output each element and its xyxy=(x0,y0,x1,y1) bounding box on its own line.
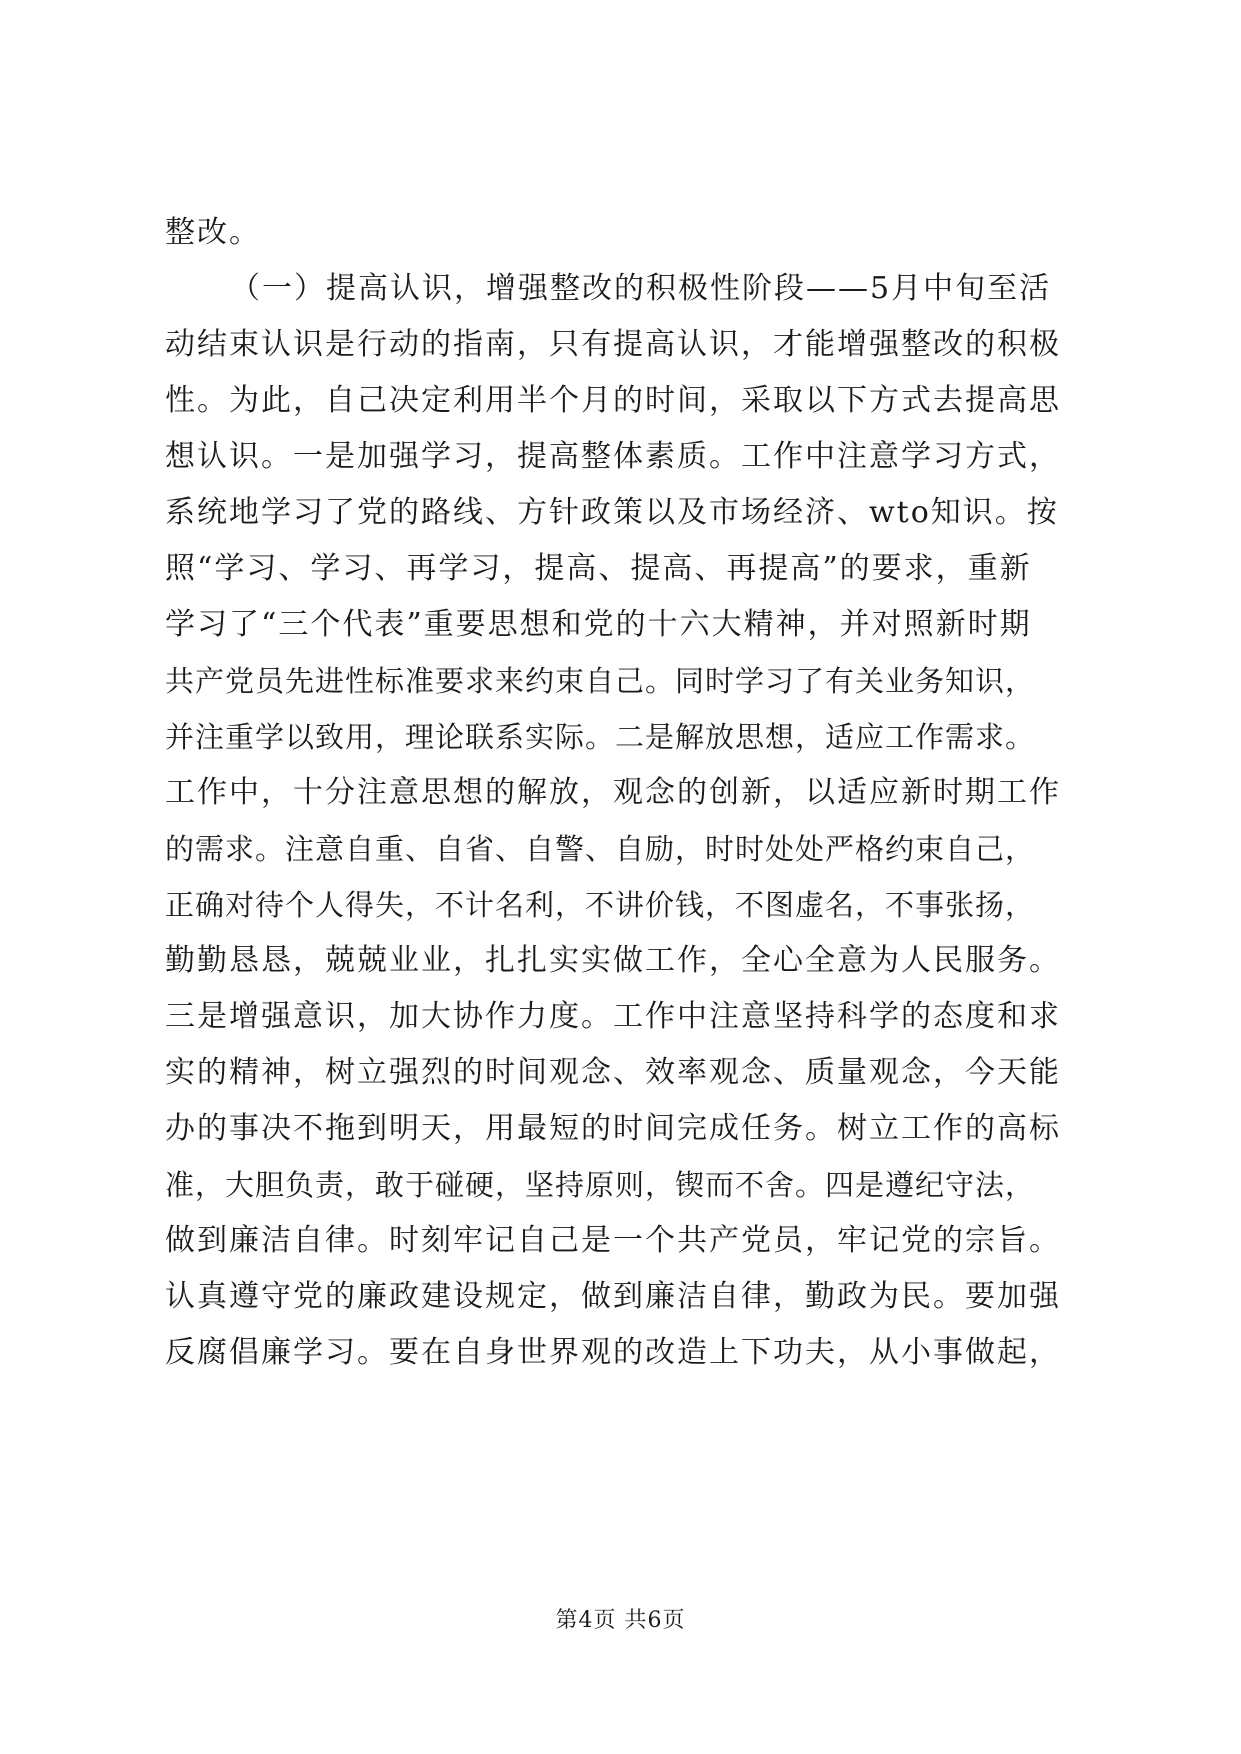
text-line: 并注重学以致用，理论联系实际。二是解放思想，适应工作需求。 xyxy=(165,720,1036,754)
text-line: 正确对待个人得失，不计名利，不讲价钱，不图虚名，不事张扬， xyxy=(165,888,1036,922)
text-line: 学习了“三个代表”重要思想和党的十六大精神，并对照新时期 xyxy=(165,607,1032,642)
text-line: 整改。 xyxy=(165,215,261,250)
page-number-footer: 第4页 共6页 xyxy=(555,1608,686,1633)
text-line: 三是增强意识，加大协作力度。工作中注意坚持科学的态度和求 xyxy=(165,999,1061,1034)
text-line: 反腐倡廉学习。要在自身世界观的改造上下功夫，从小事做起， xyxy=(165,1335,1061,1370)
text-line: 办的事决不拖到明天，用最短的时间完成任务。树立工作的高标 xyxy=(165,1111,1061,1146)
text-line: 性。为此，自己决定利用半个月的时间，采取以下方式去提高思 xyxy=(165,383,1061,418)
text-line: 认真遵守党的廉政建设规定，做到廉洁自律，勤政为民。要加强 xyxy=(165,1279,1061,1314)
text-line: 照“学习、学习、再学习，提高、提高、再提高”的要求，重新 xyxy=(165,551,1032,586)
text-line: 系统地学习了党的路线、方针政策以及市场经济、wto知识。按 xyxy=(165,495,1059,530)
text-line: 准，大胆负责，敢于碰硬，坚持原则，锲而不舍。四是遵纪守法， xyxy=(165,1168,1036,1202)
text-line: 做到廉洁自律。时刻牢记自己是一个共产党员，牢记党的宗旨。 xyxy=(165,1223,1061,1258)
text-line: 实的精神，树立强烈的时间观念、效率观念、质量观念，今天能 xyxy=(165,1055,1061,1090)
text-line: 想认识。一是加强学习，提高整体素质。工作中注意学习方式， xyxy=(165,439,1061,474)
text-line: 共产党员先进性标准要求来约束自己。同时学习了有关业务知识， xyxy=(165,664,1036,698)
text-line: 工作中，十分注意思想的解放，观念的创新，以适应新时期工作 xyxy=(165,775,1061,810)
section-heading-line: （一）提高认识，增强整改的积极性阶段——5月中旬至活 xyxy=(230,271,1052,306)
text-line: 动结束认识是行动的指南，只有提高认识，才能增强整改的积极 xyxy=(165,327,1061,362)
text-line: 的需求。注意自重、自省、自警、自励，时时处处严格约束自己， xyxy=(165,832,1036,866)
text-line: 勤勤恳恳，兢兢业业，扎扎实实做工作，全心全意为人民服务。 xyxy=(165,943,1061,978)
